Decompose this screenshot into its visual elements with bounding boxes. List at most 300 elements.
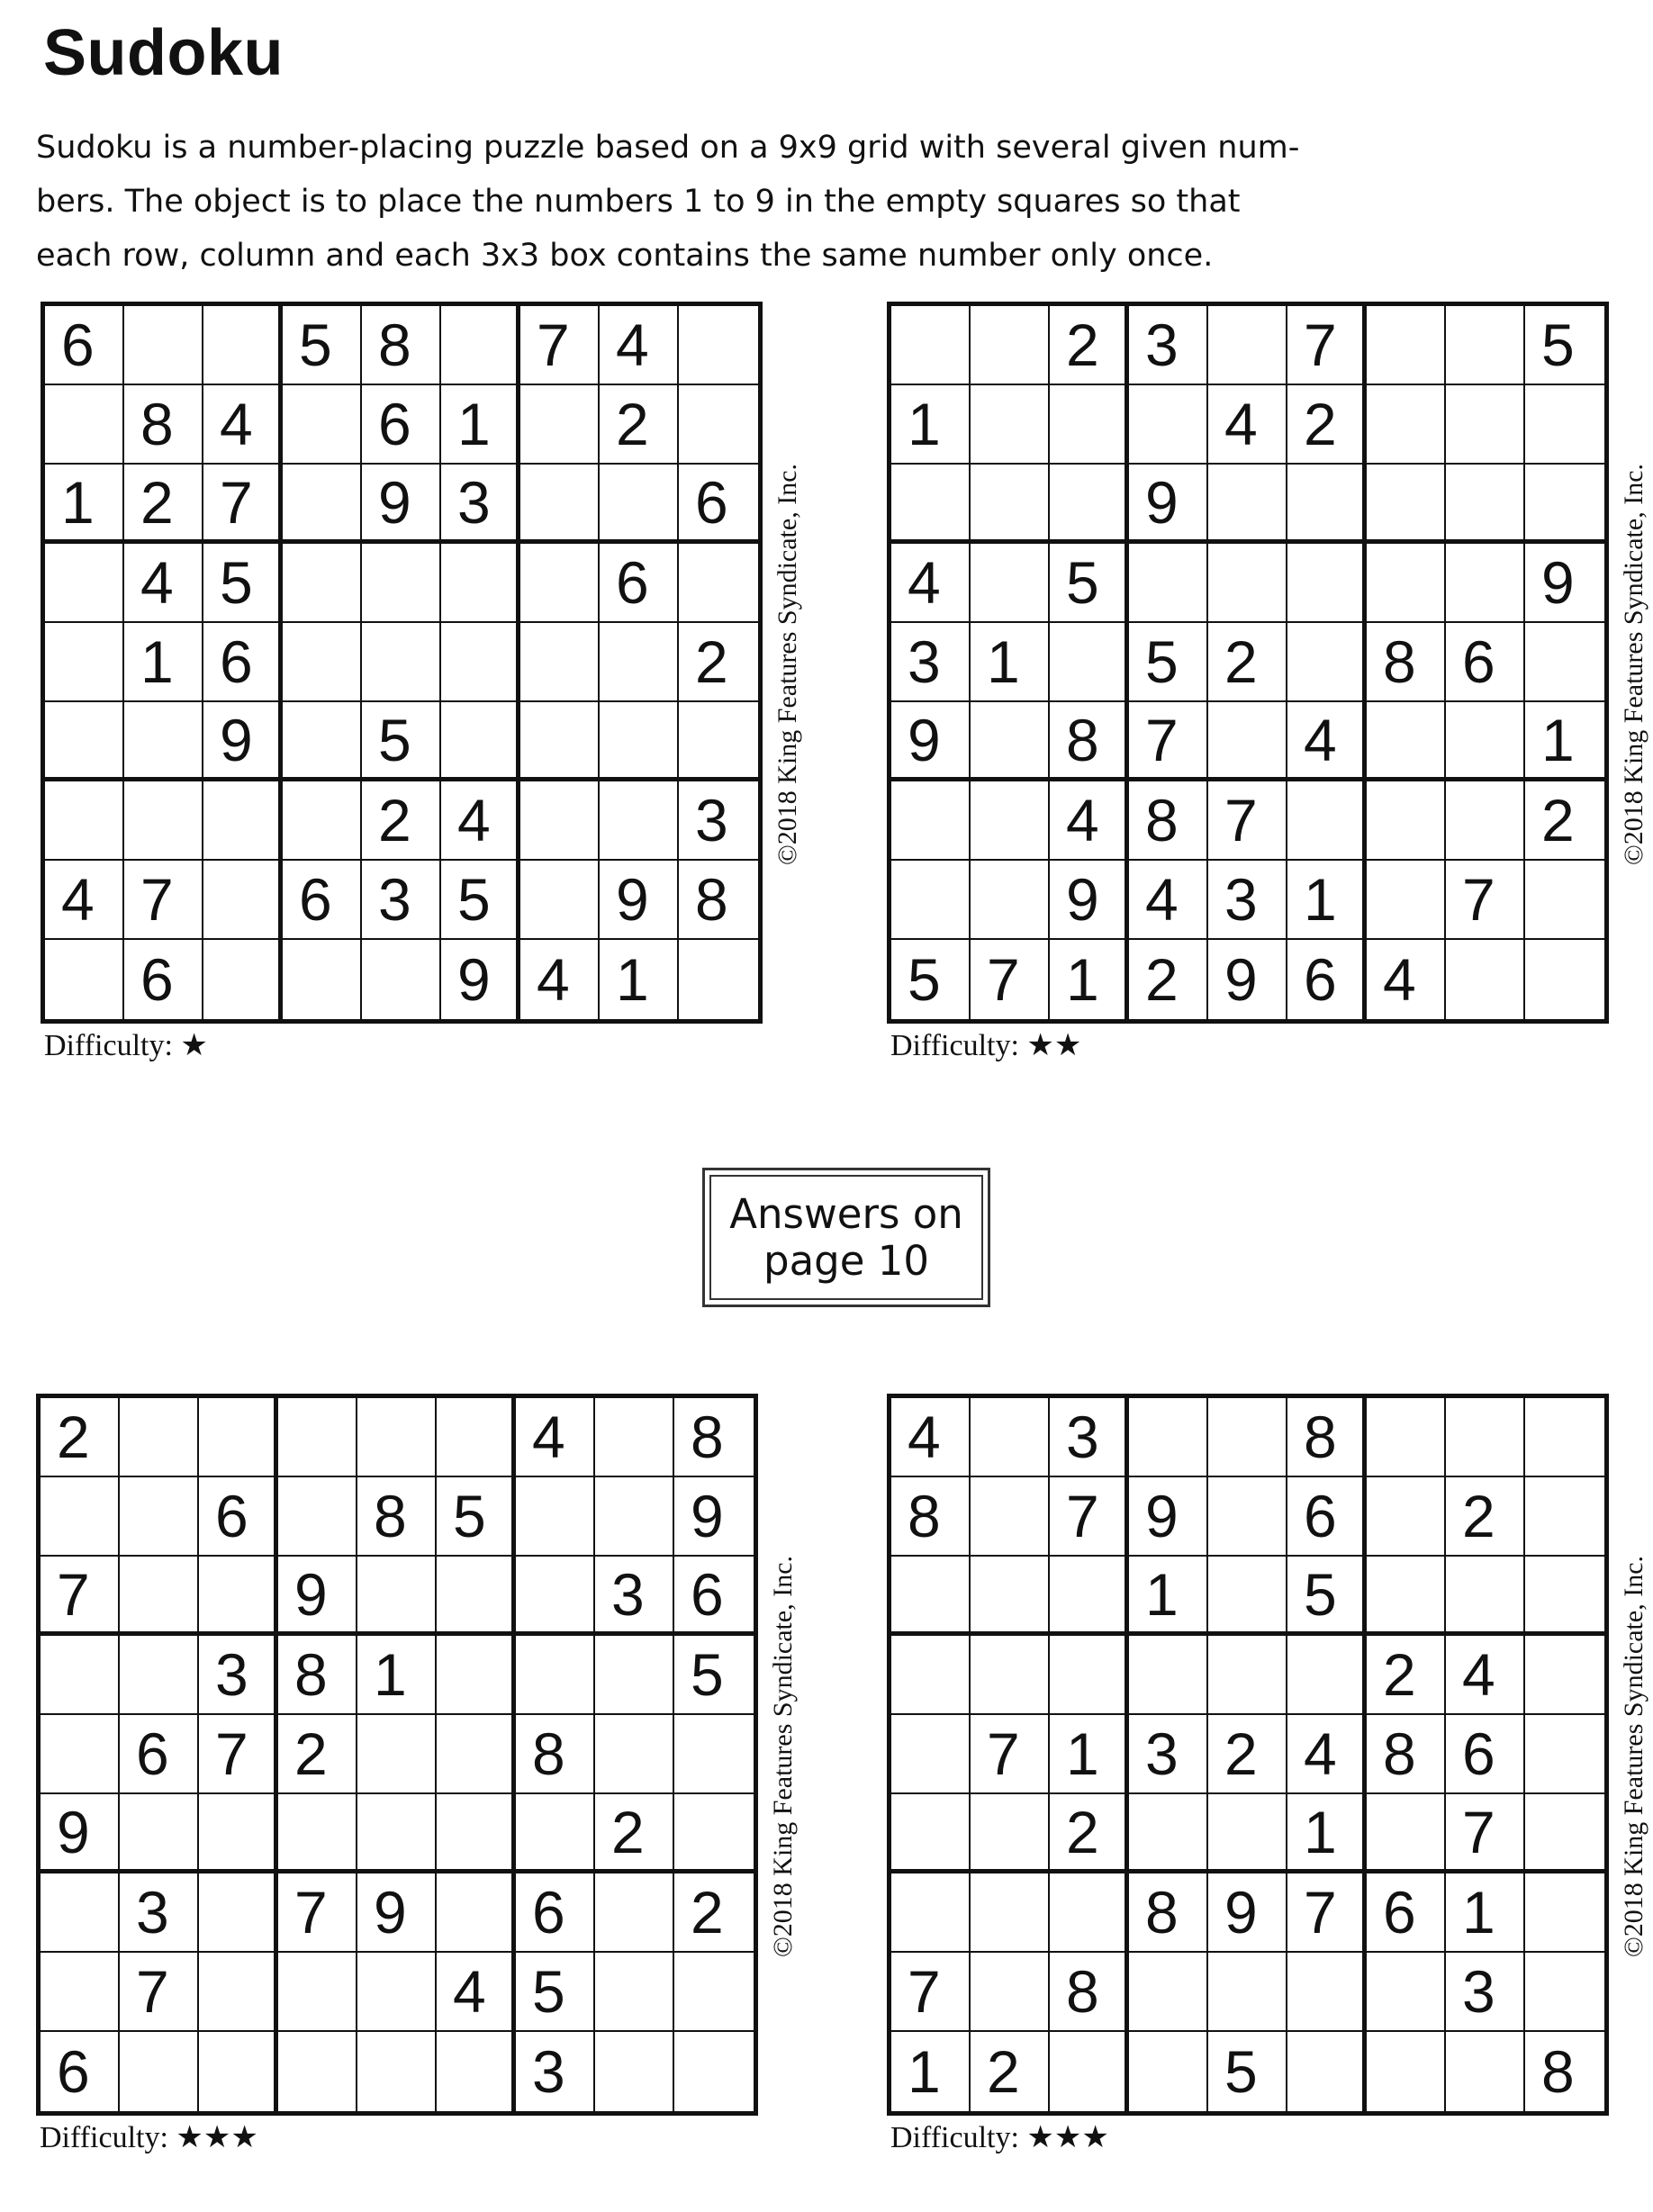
sudoku-cell: 8 [1129,1873,1208,1953]
sudoku-cell: 1 [1446,1873,1525,1953]
sudoku-cell: 9 [357,1873,437,1953]
sudoku-cell [199,1557,278,1636]
sudoku-cell: 5 [203,544,283,623]
sudoku-cell [971,1557,1050,1636]
sudoku-cell [1050,1636,1129,1715]
sudoku-cell: 7 [1129,702,1208,781]
sudoku-cell: 5 [437,1477,516,1557]
sudoku-cell [1050,385,1129,465]
sudoku-cell: 2 [674,1873,754,1953]
copyright-text: ©2018 King Features Syndicate, Inc. [1619,463,1648,866]
sudoku-cell: 3 [199,1636,278,1715]
sudoku-cell [891,861,971,940]
sudoku-cell: 6 [1446,1715,1525,1794]
sudoku-cell: 7 [1446,861,1525,940]
sudoku-cell [1525,1794,1604,1873]
sudoku-cell: 4 [441,781,520,861]
sudoku-cell: 6 [199,1477,278,1557]
sudoku-cell [283,385,362,465]
sudoku-cell [437,2032,516,2111]
sudoku-cell [1446,1398,1525,1477]
sudoku-cell: 2 [1287,385,1367,465]
sudoku-cell [362,544,441,623]
sudoku-cell: 8 [362,306,441,385]
sudoku-cell [600,702,679,781]
sudoku-cell: 5 [441,861,520,940]
sudoku-cell: 7 [1287,306,1367,385]
sudoku-cell: 9 [1129,465,1208,544]
sudoku-cell: 4 [1050,781,1129,861]
sudoku-cell [1287,1953,1367,2032]
sudoku-cell [1367,1557,1446,1636]
sudoku-cell [437,1557,516,1636]
sudoku-cell [1367,544,1446,623]
sudoku-cell: 5 [516,1953,595,2032]
sudoku-cell [278,1953,357,2032]
sudoku-cell [1446,781,1525,861]
sudoku-cell [1287,781,1367,861]
sudoku-cell: 5 [283,306,362,385]
sudoku-cell [891,781,971,861]
sudoku-cell [1367,385,1446,465]
sudoku-cell [595,1715,674,1794]
sudoku-cell: 3 [441,465,520,544]
sudoku-cell: 1 [357,1636,437,1715]
sudoku-cell [441,623,520,702]
answers-line: page 10 [763,1236,929,1285]
sudoku-cell: 3 [1129,306,1208,385]
sudoku-cell: 4 [600,306,679,385]
sudoku-cell [891,1557,971,1636]
sudoku-cell [1367,1794,1446,1873]
sudoku-cell [1208,1636,1287,1715]
sudoku-cell: 1 [1129,1557,1208,1636]
answers-notice-inner [709,1175,983,1300]
sudoku-cell: 6 [1287,940,1367,1019]
sudoku-cell: 8 [516,1715,595,1794]
sudoku-cell: 2 [41,1398,120,1477]
sudoku-cell: 7 [971,940,1050,1019]
sudoku-cell [595,1636,674,1715]
sudoku-cell [203,940,283,1019]
sudoku-cell [199,2032,278,2111]
copyright-notice [767,1394,799,2119]
sudoku-cell: 2 [278,1715,357,1794]
sudoku-cell: 8 [1129,781,1208,861]
sudoku-cell: 7 [891,1953,971,2032]
sudoku-cell [679,702,758,781]
sudoku-cell: 3 [1050,1398,1129,1477]
sudoku-cell: 2 [1129,940,1208,1019]
sudoku-cell [520,623,600,702]
sudoku-cell [679,940,758,1019]
sudoku-cell [1446,465,1525,544]
sudoku-cell: 8 [1541,2038,1575,2105]
sudoku-cell [595,1477,674,1557]
sudoku-cell [891,465,971,544]
sudoku-cell [595,1873,674,1953]
sudoku-cell [971,385,1050,465]
sudoku-cell: 7 [1050,1477,1129,1557]
sudoku-cell [1208,544,1287,623]
sudoku-cell [199,1953,278,2032]
sudoku-cell [971,1636,1050,1715]
sudoku-cell: 4 [1446,1636,1525,1715]
sudoku-cell [1050,2032,1129,2111]
sudoku-cell [679,306,758,385]
intro-line: Sudoku is a number-placing puzzle based on a 9x9 grid with several given num- [36,130,1300,166]
sudoku-cell [1446,544,1525,623]
sudoku-cell [1525,1715,1604,1794]
sudoku-cell: 3 [1129,1715,1208,1794]
page-title: Sudoku [43,17,284,89]
sudoku-cell: 2 [971,2032,1050,2111]
sudoku-cell [1525,623,1604,702]
sudoku-cell: 5 [1208,2032,1287,2111]
sudoku-cell: 7 [1446,1794,1525,1873]
sudoku-cell [283,781,362,861]
sudoku-cell: 1 [45,465,124,544]
sudoku-cell: 5 [674,1636,754,1715]
sudoku-cell [1446,702,1525,781]
sudoku-cell: 2 [1525,781,1604,861]
sudoku-cell: 5 [1129,623,1208,702]
sudoku-cell: 8 [124,385,203,465]
sudoku-cell: 8 [278,1636,357,1715]
sudoku-cell [203,861,283,940]
sudoku-cell: 9 [891,702,971,781]
sudoku-cell: 9 [362,465,441,544]
copyright-text: ©2018 King Features Syndicate, Inc. [1619,1555,1648,1958]
sudoku-cell: 3 [891,623,971,702]
sudoku-cell [891,1873,971,1953]
sudoku-cell: 7 [520,306,600,385]
difficulty-label: Difficulty: ★★ [890,1029,1082,1062]
sudoku-cell [1367,2032,1446,2111]
sudoku-cell [41,1873,120,1953]
sudoku-cell [674,2032,754,2111]
sudoku-cell [971,1873,1050,1953]
sudoku-cell [891,1636,971,1715]
sudoku-cell: 6 [203,623,283,702]
sudoku-cell: 2 [362,781,441,861]
sudoku-cell [971,465,1050,544]
sudoku-cell [45,623,124,702]
sudoku-cell: 4 [1287,702,1367,781]
sudoku-cell: 4 [1367,940,1446,1019]
sudoku-cell: 7 [1287,1873,1367,1953]
difficulty-label: Difficulty: ★★★ [890,2121,1109,2154]
sudoku-cell: 3 [595,1557,674,1636]
sudoku-cell: 8 [891,1477,971,1557]
sudoku-cell: 9 [1208,1873,1287,1953]
sudoku-cell [357,1398,437,1477]
sudoku-cell [971,544,1050,623]
sudoku-cell [516,1477,595,1557]
sudoku-cell [891,1715,971,1794]
sudoku-cell: 2 [1208,623,1287,702]
sudoku-cell [199,1873,278,1953]
sudoku-cell: 7 [120,1953,199,2032]
sudoku-cell: 1 [1050,1715,1129,1794]
sudoku-cell [520,385,600,465]
sudoku-cell: 4 [124,544,203,623]
sudoku-cell: 3 [1208,861,1287,940]
sudoku-cell [1525,1477,1604,1557]
sudoku-cell [1050,465,1129,544]
sudoku-cell [891,1794,971,1873]
sudoku-cell: 4 [45,861,124,940]
sudoku-cell [1208,465,1287,544]
sudoku-cell: 2 [600,385,679,465]
sudoku-cell [1525,1953,1604,2032]
sudoku-cell [441,306,520,385]
sudoku-cell [1129,385,1208,465]
sudoku-cell [679,544,758,623]
sudoku-cell [1129,1398,1208,1477]
sudoku-cell: 6 [1367,1873,1446,1953]
sudoku-cell [199,1398,278,1477]
sudoku-cell [1287,1636,1367,1715]
sudoku-cell: 4 [516,1398,595,1477]
sudoku-cell: 8 [1050,702,1129,781]
sudoku-cell [1446,385,1525,465]
sudoku-cell [283,544,362,623]
sudoku-cell: 5 [1050,544,1129,623]
sudoku-cell [120,1398,199,1477]
sudoku-cell: 5 [1287,1557,1367,1636]
sudoku-cell [516,1636,595,1715]
sudoku-cell [283,940,362,1019]
sudoku-cell: 1 [891,2032,971,2111]
sudoku-cell: 3 [1446,1953,1525,2032]
sudoku-cell [120,1477,199,1557]
sudoku-cell [1446,306,1525,385]
sudoku-cell [278,1794,357,1873]
sudoku-cell: 9 [441,940,520,1019]
sudoku-cell [120,1794,199,1873]
sudoku-cell [1525,1557,1604,1636]
sudoku-cell: 1 [1287,1794,1367,1873]
sudoku-cell [1446,1557,1525,1636]
sudoku-cell: 9 [1050,861,1129,940]
sudoku-cell [674,1953,754,2032]
sudoku-cell: 6 [124,940,203,1019]
sudoku-cell [1050,623,1129,702]
sudoku-cell [441,702,520,781]
sudoku-cell: 8 [674,1398,754,1477]
sudoku-cell: 1 [1287,861,1367,940]
sudoku-cell: 3 [120,1873,199,1953]
sudoku-cell: 4 [1287,1715,1367,1794]
sudoku-cell [1525,1636,1604,1715]
sudoku-cell [45,385,124,465]
sudoku-cell [357,2032,437,2111]
answers-notice [702,1168,990,1307]
sudoku-cell [971,306,1050,385]
sudoku-cell [45,781,124,861]
sudoku-cell: 2 [1367,1636,1446,1715]
sudoku-cell: 9 [674,1477,754,1557]
sudoku-cell [600,623,679,702]
sudoku-cell: 6 [1287,1477,1367,1557]
sudoku-cell [1367,306,1446,385]
sudoku-cell: 3 [516,2032,595,2111]
intro-text [36,121,1332,283]
sudoku-cell [437,1794,516,1873]
sudoku-cell: 8 [357,1477,437,1557]
sudoku-cell [1367,702,1446,781]
sudoku-cell [357,1794,437,1873]
sudoku-cell: 6 [45,306,124,385]
sudoku-cell [1287,544,1367,623]
sudoku-cell: 7 [41,1557,120,1636]
sudoku-cell [971,861,1050,940]
sudoku-cell [600,465,679,544]
sudoku-cell: 8 [1287,1398,1367,1477]
sudoku-cell [674,1794,754,1873]
sudoku-cell [520,861,600,940]
sudoku-cell [124,781,203,861]
sudoku-cell: 3 [679,781,758,861]
sudoku-cell [1208,1398,1287,1477]
sudoku-cell [1367,861,1446,940]
sudoku-cell [357,1557,437,1636]
sudoku-cell [1129,1953,1208,2032]
sudoku-cell [1208,1557,1287,1636]
sudoku-cell: 1 [600,940,679,1019]
sudoku-cell: 7 [124,861,203,940]
sudoku-cell: 8 [1367,623,1446,702]
sudoku-cell [1525,940,1604,1019]
sudoku-cell [516,1557,595,1636]
sudoku-cell [520,465,600,544]
sudoku-cell: 7 [1208,781,1287,861]
sudoku-cell [283,702,362,781]
sudoku-cell: 4 [520,940,600,1019]
sudoku-cell [971,1398,1050,1477]
sudoku-cell: 6 [679,465,758,544]
sudoku-cell [1367,1477,1446,1557]
sudoku-cell: 5 [362,702,441,781]
sudoku-cell [1525,1398,1604,1477]
copyright-text: ©2018 King Features Syndicate, Inc. [772,463,802,866]
sudoku-cell [1050,1557,1129,1636]
sudoku-cell: 6 [516,1873,595,1953]
sudoku-cell [362,623,441,702]
sudoku-cell [1129,544,1208,623]
sudoku-cell: 9 [1208,940,1287,1019]
sudoku-cell [203,781,283,861]
sudoku-cell [120,1636,199,1715]
sudoku-cell [595,1953,674,2032]
sudoku-cell [520,702,600,781]
sudoku-cell: 8 [679,861,758,940]
sudoku-cell: 1 [891,385,971,465]
sudoku-cell [357,1715,437,1794]
sudoku-cell [437,1873,516,1953]
sudoku-cell [1287,465,1367,544]
sudoku-cell: 4 [203,385,283,465]
sudoku-cell [1446,2032,1525,2111]
sudoku-cell [41,1715,120,1794]
sudoku-cell [971,1953,1050,2032]
sudoku-cell: 2 [1446,1477,1525,1557]
sudoku-cell: 6 [600,544,679,623]
sudoku-cell [437,1636,516,1715]
sudoku-cell [120,1557,199,1636]
sudoku-cell: 5 [1525,306,1604,385]
sudoku-cell [971,702,1050,781]
sudoku-cell [120,2032,199,2111]
sudoku-cell [1287,2032,1367,2111]
sudoku-cell [891,306,971,385]
sudoku-cell [516,1794,595,1873]
sudoku-cell [357,1953,437,2032]
sudoku-cell [41,1477,120,1557]
sudoku-cell [278,1398,357,1477]
sudoku-cell: 9 [203,702,283,781]
difficulty-label: Difficulty: ★★★ [40,2121,258,2154]
sudoku-cell [1208,702,1287,781]
sudoku-cell: 5 [891,940,971,1019]
sudoku-cell: 1 [124,623,203,702]
sudoku-cell [595,1398,674,1477]
sudoku-cell: 6 [362,385,441,465]
intro-line: bers. The object is to place the numbers 1 to 9 in the empty squares so that [36,184,1241,220]
sudoku-cell: 4 [891,544,971,623]
sudoku-grid [36,1394,758,2116]
sudoku-cell [674,1715,754,1794]
sudoku-cell [283,465,362,544]
copyright-notice [772,302,804,1027]
sudoku-cell [971,781,1050,861]
sudoku-cell [1367,1398,1446,1477]
sudoku-cell: 1 [1050,940,1129,1019]
sudoku-cell [520,544,600,623]
sudoku-cell [1446,940,1525,1019]
sudoku-cell [124,702,203,781]
sudoku-cell [600,781,679,861]
sudoku-cell [278,2032,357,2111]
sudoku-cell [41,1953,120,2032]
sudoku-cell: 2 [1050,1794,1129,1873]
sudoku-cell: 8 [1050,1953,1129,2032]
answers-line: Answers on [729,1189,963,1238]
sudoku-cell: 7 [971,1715,1050,1794]
intro-line: each row, column and each 3x3 box contains the same number only once. [36,238,1214,274]
sudoku-cell [1208,1953,1287,2032]
sudoku-cell [1525,861,1604,940]
sudoku-cell [441,544,520,623]
copyright-notice [1618,1394,1650,2119]
sudoku-cell: 9 [41,1794,120,1873]
sudoku-grid [887,1394,1609,2116]
difficulty-label: Difficulty: ★ [44,1029,208,1062]
sudoku-cell [283,623,362,702]
sudoku-cell: 2 [1208,1715,1287,1794]
sudoku-cell [1525,1873,1604,1953]
sudoku-cell [278,1477,357,1557]
sudoku-cell [124,306,203,385]
sudoku-cell [971,1477,1050,1557]
sudoku-cell: 8 [1367,1715,1446,1794]
sudoku-cell [199,1794,278,1873]
sudoku-cell [45,702,124,781]
sudoku-cell [595,2032,674,2111]
sudoku-cell [520,781,600,861]
sudoku-cell [45,940,124,1019]
